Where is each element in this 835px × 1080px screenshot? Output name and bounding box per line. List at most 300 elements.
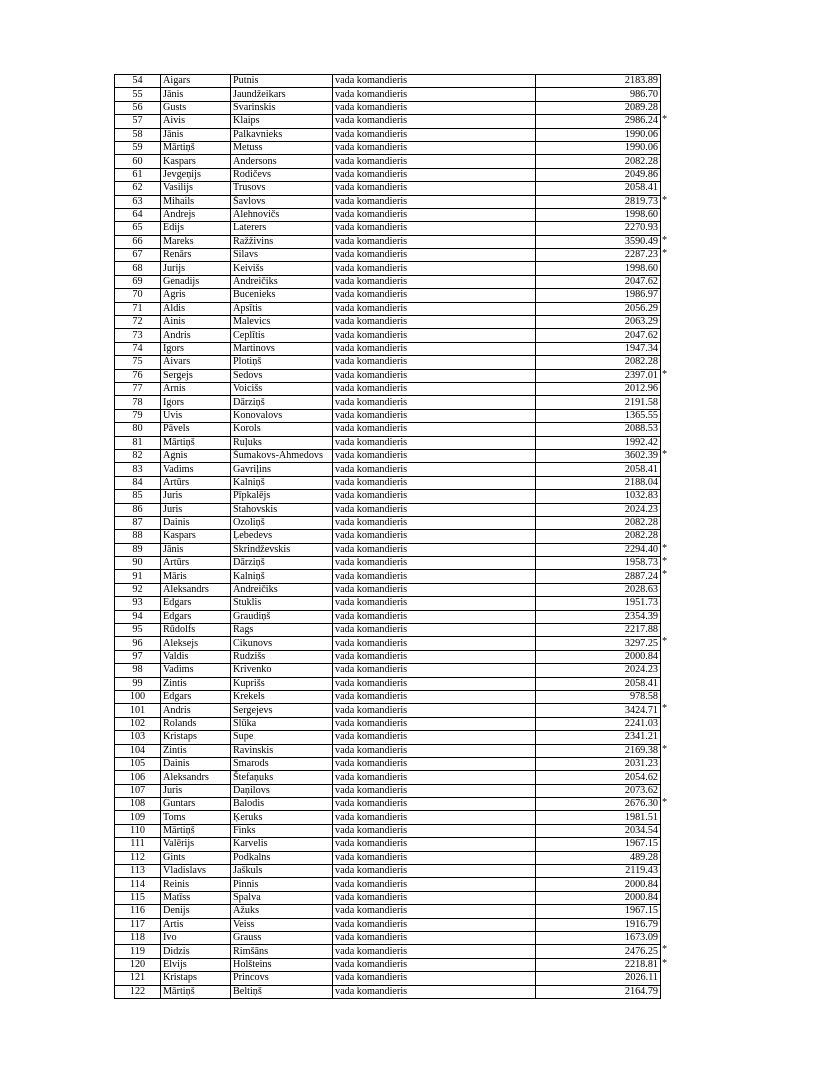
first-name-cell — [161, 316, 231, 329]
first-name-cell — [161, 784, 231, 797]
row-number-cell — [115, 583, 161, 596]
row-number-cell — [115, 704, 161, 717]
position-cell — [333, 597, 536, 610]
row-number-cell — [115, 811, 161, 824]
first-name: Juris — [163, 784, 183, 796]
amount: 2088.53 — [624, 423, 658, 435]
row-number: 114 — [130, 878, 145, 890]
amount-cell — [536, 448, 668, 462]
row-number-cell — [115, 677, 161, 690]
row-number: 57 — [132, 115, 143, 127]
first-name: Edijs — [163, 222, 184, 234]
position: vada komandieris — [335, 289, 408, 301]
first-name: Edgars — [163, 597, 192, 609]
last-name-cell — [231, 88, 333, 101]
amount: 3602.39 — [624, 450, 658, 462]
amount-cell — [536, 838, 661, 851]
amount-cell — [536, 932, 661, 945]
table-row — [115, 128, 661, 141]
last-name-cell — [231, 195, 333, 208]
first-name-cell — [161, 141, 231, 154]
first-name-cell — [161, 503, 231, 516]
first-name-cell — [161, 516, 231, 529]
position: vada komandieris — [335, 851, 408, 863]
position: vada komandieris — [335, 664, 408, 676]
position: vada komandieris — [335, 409, 408, 421]
row-number: 104 — [129, 744, 146, 756]
last-name: Finks — [233, 825, 256, 837]
amount-cell — [536, 824, 661, 837]
table-row — [115, 141, 661, 154]
position: vada komandieris — [335, 838, 408, 850]
first-name: Agnis — [163, 450, 188, 462]
first-name: Vadims — [163, 463, 194, 475]
last-name-cell — [231, 824, 333, 837]
amount-cell — [536, 208, 661, 221]
table-row — [115, 637, 661, 650]
row-number: 100 — [129, 691, 146, 703]
amount: 2676.30 — [624, 798, 658, 810]
last-name: Andreičiks — [233, 584, 278, 596]
last-name: Ažuks — [233, 905, 260, 917]
amount-cell — [536, 771, 661, 784]
amount-cell — [536, 262, 661, 275]
row-number-cell — [115, 557, 161, 570]
amount: 1967.15 — [624, 838, 658, 850]
first-name-cell — [161, 476, 231, 489]
row-number-cell — [115, 570, 161, 583]
last-name-cell — [231, 382, 333, 395]
first-name: Edgars — [163, 610, 192, 622]
asterisk-mark: * — [662, 234, 668, 246]
row-number: 90 — [132, 557, 143, 569]
amount-cell — [536, 101, 661, 114]
row-number-cell — [115, 985, 161, 998]
row-number: 110 — [130, 825, 145, 837]
last-name-cell — [231, 637, 333, 650]
table-row — [115, 690, 661, 703]
position-cell — [333, 396, 536, 409]
amount: 2047.62 — [624, 329, 658, 341]
first-name: Mareks — [163, 235, 194, 247]
amount-cell — [536, 476, 661, 489]
last-name-cell — [231, 731, 333, 744]
last-name-cell — [231, 583, 333, 596]
last-name-cell — [231, 235, 333, 248]
amount: 2476.25 — [624, 945, 658, 957]
row-number-cell — [115, 409, 161, 422]
amount: 2354.39 — [624, 610, 658, 622]
last-name: Andersons — [233, 155, 277, 167]
last-name-cell — [231, 771, 333, 784]
amount: 2169.38 — [624, 744, 658, 756]
last-name-cell — [231, 945, 333, 958]
position-cell — [333, 878, 536, 891]
position: vada komandieris — [335, 101, 408, 113]
position-cell — [333, 583, 536, 596]
first-name-cell — [161, 690, 231, 703]
last-name-cell — [231, 182, 333, 195]
first-name: Aleksandrs — [163, 771, 209, 783]
amount-cell — [536, 530, 661, 543]
amount-cell — [536, 636, 668, 650]
last-name-cell — [231, 249, 333, 262]
amount-cell — [536, 234, 668, 248]
first-name: Jānis — [163, 128, 184, 140]
row-number-cell — [115, 195, 161, 208]
row-number: 98 — [132, 664, 143, 676]
first-name: Matīss — [163, 892, 191, 904]
row-number-cell — [115, 958, 161, 971]
position: vada komandieris — [335, 276, 408, 288]
first-name: Rūdolfs — [163, 624, 196, 636]
position-cell — [333, 811, 536, 824]
position-cell — [333, 865, 536, 878]
amount: 1673.09 — [624, 932, 658, 944]
position: vada komandieris — [335, 892, 408, 904]
row-number-cell — [115, 624, 161, 637]
amount: 1998.60 — [624, 262, 658, 274]
row-number-cell — [115, 182, 161, 195]
table-row — [115, 557, 661, 570]
row-number-cell — [115, 891, 161, 904]
first-name-cell — [161, 128, 231, 141]
table-row — [115, 115, 661, 128]
row-number-cell — [115, 262, 161, 275]
first-name-cell — [161, 610, 231, 623]
row-number: 120 — [129, 958, 146, 970]
position: vada komandieris — [335, 128, 408, 140]
first-name-cell — [161, 624, 231, 637]
first-name: Mārtiņš — [163, 825, 195, 837]
last-name: Princovs — [233, 972, 269, 984]
last-name: Sergejevs — [233, 704, 273, 716]
amount-cell — [536, 114, 668, 128]
row-number: 81 — [132, 436, 143, 448]
first-name-cell — [161, 824, 231, 837]
last-name: Sedovs — [233, 369, 263, 381]
first-name: Valdis — [163, 650, 189, 662]
row-number: 54 — [132, 75, 143, 87]
position-cell — [333, 784, 536, 797]
position-cell — [333, 302, 536, 315]
row-number-cell — [115, 490, 161, 503]
position-cell — [333, 289, 536, 302]
amount-cell — [536, 382, 661, 395]
position-cell — [333, 235, 536, 248]
table-row — [115, 704, 661, 717]
row-number: 55 — [132, 88, 143, 100]
row-number: 71 — [132, 302, 143, 314]
table-row — [115, 918, 661, 931]
last-name: Dārziņš — [233, 396, 265, 408]
last-name-cell — [231, 356, 333, 369]
table-row — [115, 302, 661, 315]
amount-cell — [536, 784, 661, 797]
last-name-cell — [231, 168, 333, 181]
position: vada komandieris — [335, 343, 408, 354]
row-number: 92 — [132, 584, 143, 596]
position: vada komandieris — [335, 517, 408, 529]
position-cell — [333, 101, 536, 114]
last-name-cell — [231, 624, 333, 637]
first-name-cell — [161, 865, 231, 878]
row-number: 79 — [132, 409, 143, 421]
first-name: Kristaps — [163, 731, 197, 743]
last-name: Laterers — [233, 222, 267, 234]
first-name-cell — [161, 985, 231, 998]
row-number: 97 — [132, 650, 143, 662]
amount: 2026.11 — [625, 972, 658, 984]
last-name: Rags — [233, 624, 254, 636]
table-row — [115, 610, 661, 623]
position: vada komandieris — [335, 262, 408, 274]
last-name-cell — [231, 423, 333, 436]
position-cell — [333, 423, 536, 436]
amount-cell — [536, 878, 661, 891]
row-number-cell — [115, 463, 161, 476]
amount-cell — [536, 664, 661, 677]
position: vada komandieris — [335, 624, 408, 636]
row-number: 72 — [132, 316, 143, 328]
position: vada komandieris — [335, 905, 408, 917]
row-number: 67 — [132, 249, 143, 261]
first-name-cell — [161, 744, 231, 757]
position: vada komandieris — [335, 302, 408, 314]
first-name: Uvis — [163, 409, 183, 421]
first-name-cell — [161, 757, 231, 770]
last-name-cell — [231, 302, 333, 315]
first-name-cell — [161, 208, 231, 221]
last-name: Daņilovs — [233, 784, 270, 796]
last-name: Plotiņš — [233, 356, 262, 368]
position: vada komandieris — [335, 557, 408, 569]
first-name-cell — [161, 878, 231, 891]
first-name: Renārs — [163, 249, 192, 261]
row-number: 74 — [132, 343, 143, 354]
position: vada komandieris — [335, 878, 408, 890]
position: vada komandieris — [335, 811, 408, 823]
table-row — [115, 771, 661, 784]
position-cell — [333, 516, 536, 529]
first-name-cell — [161, 530, 231, 543]
amount-cell — [536, 757, 661, 770]
first-name: Aivis — [163, 115, 186, 127]
row-number: 59 — [132, 142, 143, 154]
row-number-cell — [115, 222, 161, 235]
position-cell — [333, 490, 536, 503]
row-number: 64 — [132, 209, 143, 221]
table-row — [115, 757, 661, 770]
table-row — [115, 289, 661, 302]
first-name: Andrejs — [163, 209, 196, 221]
row-number: 103 — [129, 731, 146, 743]
position-cell — [333, 744, 536, 757]
amount: 986.70 — [629, 88, 658, 100]
position: vada komandieris — [335, 584, 408, 596]
last-name: Cikunovs — [233, 637, 273, 649]
row-number-cell — [115, 784, 161, 797]
amount: 2063.29 — [624, 316, 658, 328]
table-row — [115, 275, 661, 288]
last-name-cell — [231, 704, 333, 717]
position-cell — [333, 75, 536, 88]
row-number-cell — [115, 423, 161, 436]
first-name-cell — [161, 449, 231, 462]
amount: 1986.97 — [624, 289, 658, 301]
position-cell — [333, 168, 536, 181]
row-number: 66 — [132, 235, 143, 247]
last-name-cell — [231, 141, 333, 154]
position: vada komandieris — [335, 650, 408, 662]
amount: 2034.54 — [624, 825, 658, 837]
row-number-cell — [115, 302, 161, 315]
amount: 2073.62 — [624, 784, 658, 796]
amount: 2012.96 — [624, 383, 658, 395]
position: vada komandieris — [335, 209, 408, 221]
row-number: 88 — [132, 530, 143, 542]
amount-cell — [536, 222, 661, 235]
position: vada komandieris — [335, 316, 408, 328]
last-name-cell — [231, 530, 333, 543]
first-name: Kristaps — [163, 972, 197, 984]
first-name-cell — [161, 677, 231, 690]
first-name: Artūrs — [163, 476, 190, 488]
table-row — [115, 436, 661, 449]
last-name-cell — [231, 436, 333, 449]
last-name: Jaškuls — [233, 865, 263, 877]
row-number: 56 — [132, 101, 143, 113]
amount-cell — [536, 368, 668, 382]
asterisk-mark: * — [662, 703, 668, 715]
last-name-cell — [231, 155, 333, 168]
table-row — [115, 516, 661, 529]
position-cell — [333, 624, 536, 637]
asterisk-mark: * — [662, 556, 668, 568]
amount-cell — [536, 503, 661, 516]
last-name: Putnis — [233, 75, 259, 87]
position-cell — [333, 637, 536, 650]
position: vada komandieris — [335, 142, 408, 154]
first-name-cell — [161, 543, 231, 556]
row-number-cell — [115, 932, 161, 945]
first-name: Andris — [163, 329, 191, 341]
row-number-cell — [115, 757, 161, 770]
last-name: Kuprišs — [233, 677, 265, 689]
position-cell — [333, 824, 536, 837]
last-name-cell — [231, 677, 333, 690]
amount: 1990.06 — [624, 128, 658, 140]
last-name: Krekels — [233, 691, 265, 703]
position-cell — [333, 704, 536, 717]
position-cell — [333, 798, 536, 811]
row-number: 65 — [132, 222, 143, 234]
row-number: 115 — [130, 892, 145, 904]
last-name-cell — [231, 757, 333, 770]
amount: 1958.73 — [624, 557, 658, 569]
last-name: Voicišs — [233, 383, 263, 395]
first-name-cell — [161, 918, 231, 931]
first-name-cell — [161, 423, 231, 436]
row-number-cell — [115, 275, 161, 288]
amount: 2341.21 — [624, 731, 658, 743]
amount: 2191.58 — [624, 396, 658, 408]
row-number: 111 — [130, 838, 145, 850]
first-name-cell — [161, 342, 231, 355]
first-name-cell — [161, 369, 231, 382]
row-number: 119 — [130, 945, 145, 957]
first-name-cell — [161, 851, 231, 864]
asterisk-mark: * — [662, 114, 668, 126]
position: vada komandieris — [335, 543, 408, 555]
last-name: Pīpkalējs — [233, 490, 271, 502]
position-cell — [333, 141, 536, 154]
position-cell — [333, 449, 536, 462]
table-row — [115, 597, 661, 610]
amount-cell — [536, 610, 661, 623]
last-name-cell — [231, 891, 333, 904]
last-name: Alehnovičs — [233, 209, 280, 221]
table-row — [115, 664, 661, 677]
position: vada komandieris — [335, 356, 408, 368]
last-name: Šumakovs-Ahmedovs — [233, 450, 323, 462]
table-row — [115, 570, 661, 583]
row-number: 77 — [132, 383, 143, 395]
last-name: Kalniņš — [233, 570, 265, 582]
last-name: Metuss — [233, 142, 263, 154]
row-number: 63 — [132, 195, 143, 207]
position: vada komandieris — [335, 423, 408, 435]
first-name: Reinis — [163, 878, 190, 890]
position-cell — [333, 543, 536, 556]
last-name-cell — [231, 851, 333, 864]
amount: 2024.23 — [624, 503, 658, 515]
amount: 2058.41 — [624, 677, 658, 689]
amount: 2000.84 — [624, 878, 658, 890]
first-name: Gusts — [163, 101, 187, 113]
row-number: 108 — [129, 798, 146, 810]
amount: 2049.86 — [624, 168, 658, 180]
first-name: Rolands — [163, 717, 197, 729]
position: vada komandieris — [335, 704, 408, 716]
table-row — [115, 449, 661, 462]
first-name: Artūrs — [163, 557, 190, 569]
first-name: Jevgeņijs — [163, 168, 201, 180]
first-name: Aivars — [163, 356, 191, 368]
row-number: 85 — [132, 490, 143, 502]
table-row — [115, 865, 661, 878]
first-name-cell — [161, 972, 231, 985]
last-name-cell — [231, 463, 333, 476]
amount: 2082.28 — [624, 155, 658, 167]
position-cell — [333, 88, 536, 101]
position: vada komandieris — [335, 530, 408, 542]
position-cell — [333, 972, 536, 985]
last-name-cell — [231, 396, 333, 409]
row-number-cell — [115, 141, 161, 154]
first-name-cell — [161, 557, 231, 570]
last-name: Svarinskis — [233, 101, 276, 113]
first-name-cell — [161, 811, 231, 824]
first-name: Igors — [163, 396, 184, 408]
row-number-cell — [115, 597, 161, 610]
last-name: Šavlovs — [233, 195, 266, 207]
first-name-cell — [161, 771, 231, 784]
row-number: 105 — [129, 758, 146, 770]
last-name: Rimšāns — [233, 945, 269, 957]
amount: 2028.63 — [624, 584, 658, 596]
amount-cell — [536, 624, 661, 637]
